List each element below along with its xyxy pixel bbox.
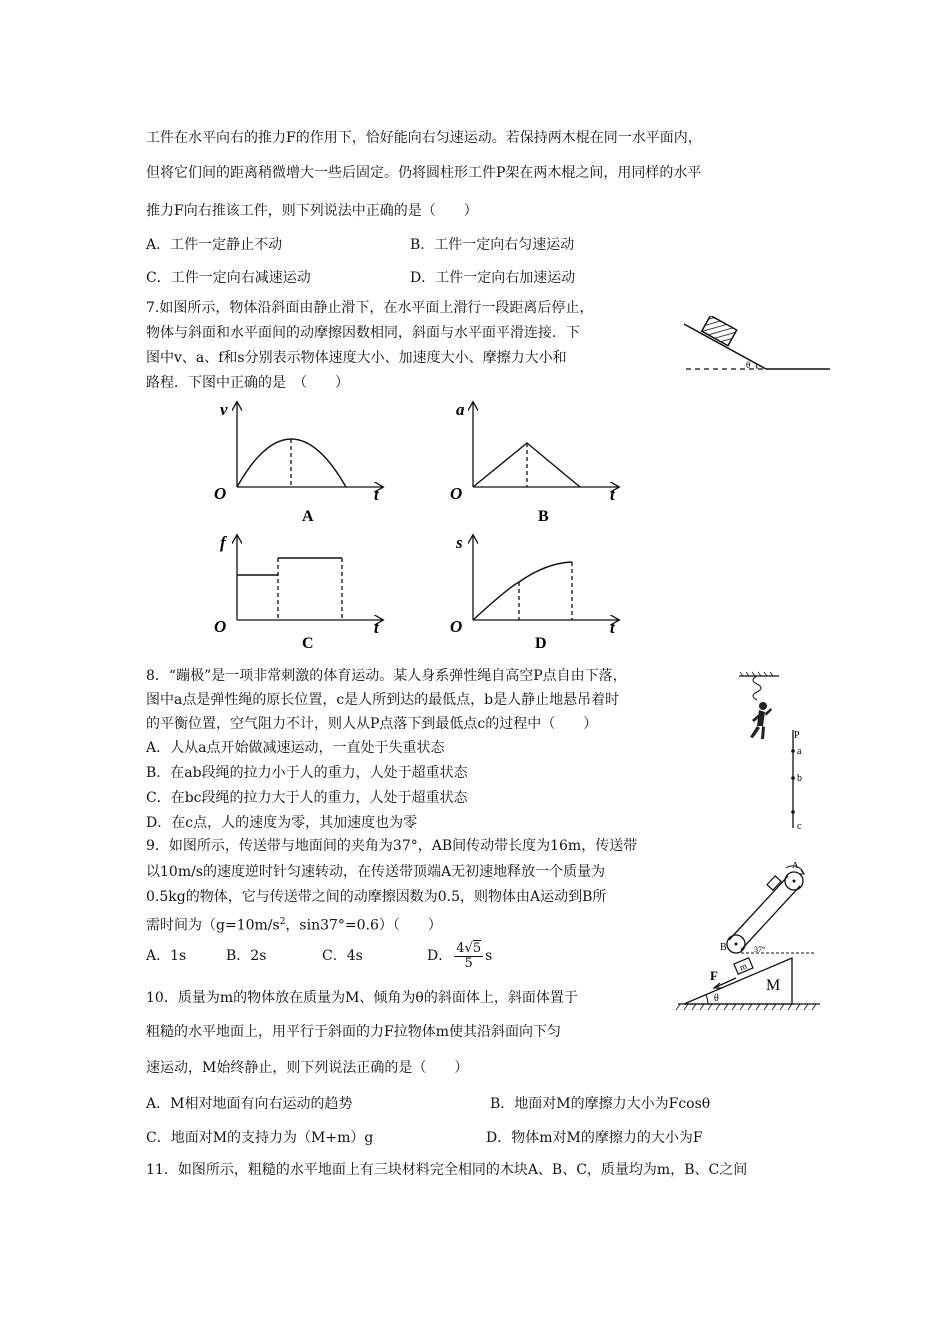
fraction: $\frac{4√5}{5}$ bbox=[456, 940, 482, 971]
q7-text-line3: 图中v、a、f和s分别表示物体速度大小、加速度大小、摩擦力大小和 bbox=[146, 350, 567, 366]
q9-text-line2: 以10m/s的速度逆时针匀速转动，在传送带顶端A无初速地释放一个质量为 bbox=[146, 864, 606, 880]
angle-label: θ bbox=[746, 360, 751, 370]
mass-big-m-label: M bbox=[766, 977, 781, 994]
force-f-label: F bbox=[710, 968, 718, 983]
q9-text-line4 bbox=[146, 912, 442, 936]
block-on-incline bbox=[702, 316, 737, 346]
q9-option-d bbox=[427, 938, 492, 974]
y-axis-label: v bbox=[220, 400, 228, 419]
mass-m-label: m bbox=[738, 960, 749, 973]
q8-text-line3: 的平衡位置，空气阻力不计，则人从P点落下到最低点c的过程中（ ） bbox=[146, 716, 598, 732]
x-axis-label: t bbox=[610, 485, 615, 504]
q6-text-line3: 推力F向右推该工件，则下列说法中正确的是（ ） bbox=[146, 203, 478, 219]
graph-label: B bbox=[538, 508, 549, 525]
elastic-rope bbox=[753, 676, 761, 700]
q6-option-c: C．工件一定向右减速运动 bbox=[146, 270, 311, 286]
graph-d bbox=[448, 530, 633, 658]
q10-option-c: C．地面对M的支持力为（M+m）g bbox=[146, 1130, 374, 1146]
object-on-belt bbox=[767, 876, 781, 890]
q9-option-b: B．2s bbox=[226, 948, 267, 964]
y-axis-label: s bbox=[456, 533, 463, 552]
y-axis-label: a bbox=[456, 400, 465, 419]
fraction-denominator: 5 bbox=[464, 955, 473, 971]
q10-text-line1: 10．质量为m的物体放在质量为M、倾角为θ的斜面体上，斜面体置于 bbox=[146, 990, 578, 1006]
q9-option-a: A．1s bbox=[146, 948, 187, 964]
origin-label: O bbox=[214, 484, 227, 503]
q9-text-line3: 0.5kg的物体，它与传送带之间的动摩擦因数为0.5，则物体由A运动到B所 bbox=[146, 889, 607, 905]
point-b-marker bbox=[791, 776, 795, 780]
q9-option-d-prefix: D． bbox=[427, 948, 453, 964]
q9-line4-start: 需时间为（g=10m/s bbox=[146, 917, 280, 934]
q7-text-line4: 路程．下图中正确的是 （ ） bbox=[146, 375, 349, 391]
q9-option-c: C．4s bbox=[322, 948, 363, 964]
x-axis-label: t bbox=[610, 618, 615, 637]
q6-option-a: A．工件一定静止不动 bbox=[146, 237, 283, 253]
point-b-label: b bbox=[797, 773, 802, 784]
belt-angle-label: 37° bbox=[754, 945, 766, 954]
q9-line4-end: ，sin37°=0.6）（ ） bbox=[285, 917, 442, 934]
graph-a bbox=[212, 397, 397, 525]
q9-option-d-unit: s bbox=[485, 948, 493, 964]
q10-option-a: A．M相对地面有向右运动的趋势 bbox=[146, 1096, 353, 1112]
graph-label: D bbox=[535, 635, 547, 652]
q10-text-line2: 粗糙的水平地面上，用平行于斜面的力F拉物体m使其沿斜面向下匀 bbox=[146, 1024, 561, 1040]
q7-text-line2: 物体与斜面和水平面间的动摩擦因数相同，斜面与水平面平滑连接．下 bbox=[146, 325, 580, 341]
q8-option-d: D．在c点，人的速度为零，其加速度也为零 bbox=[146, 815, 418, 831]
origin-label: O bbox=[214, 617, 227, 636]
point-c-label: c bbox=[797, 821, 802, 832]
origin-label: O bbox=[450, 617, 463, 636]
theta-arc bbox=[706, 995, 708, 1004]
x-axis-label: t bbox=[374, 618, 379, 637]
superscript-2: 2 bbox=[279, 917, 286, 927]
origin-label: O bbox=[450, 484, 463, 503]
ground-hatch bbox=[676, 1004, 816, 1010]
point-a-marker bbox=[791, 749, 795, 753]
q8-text-line2: 图中a点是弹性绳的原长位置，c是人所到达的最低点，b是人静止地悬吊着时 bbox=[146, 692, 620, 708]
q6-option-d: D．工件一定向右加速运动 bbox=[410, 270, 576, 286]
graph-b bbox=[448, 397, 633, 525]
graph-label: A bbox=[302, 508, 314, 525]
q11-text-line1: 11．如图所示，粗糙的水平地面上有三块材料完全相同的木块A、B、C，质量均为m，B、C之间 bbox=[146, 1162, 748, 1178]
point-c-marker bbox=[791, 810, 795, 814]
q10-option-d: D．物体m对M的摩擦力的大小为F bbox=[486, 1130, 703, 1146]
jumper-figure bbox=[750, 702, 772, 739]
q8-text-line1: 8．“蹦极”是一项非常刺激的体育运动。某人身系弹性绳自高空P点自由下落， bbox=[146, 668, 627, 684]
graph-c bbox=[212, 530, 397, 658]
bungee-figure bbox=[735, 670, 815, 832]
conveyor-incline-figure bbox=[674, 862, 824, 1022]
q8-option-a: A．人从a点开始做减速运动，一直处于失重状态 bbox=[146, 740, 445, 756]
conveyor-belt bbox=[727, 866, 804, 953]
radicand: 5 bbox=[472, 940, 482, 956]
q6-option-b: B．工件一定向右匀速运动 bbox=[410, 237, 575, 253]
q8-option-b: B．在ab段绳的拉力小于人的重力，人处于超重状态 bbox=[146, 765, 468, 781]
block-m bbox=[734, 958, 753, 974]
q10-text-line3: 速运动，M始终静止，则下列说法正确的是（ ） bbox=[146, 1060, 469, 1076]
theta-label: θ bbox=[714, 993, 719, 1004]
angle-arc bbox=[756, 365, 757, 369]
x-axis-label: t bbox=[374, 485, 379, 504]
fraction-coefficient: 4 bbox=[456, 940, 465, 956]
path-length-curve bbox=[473, 562, 572, 620]
y-axis-label: f bbox=[220, 533, 226, 552]
q7-text-line1: 7.如图所示，物体沿斜面由静止滑下，在水平面上滑行一段距离后停止， bbox=[146, 300, 594, 316]
q6-text-line1: 工件在水平向右的推力F的作用下，恰好能向右匀速运动。若保持两木棍在同一水平面内， bbox=[146, 130, 702, 146]
graph-label: C bbox=[302, 635, 314, 652]
q10-option-b: B．地面对M的摩擦力大小为Fcosθ bbox=[490, 1096, 711, 1112]
point-a-label: a bbox=[797, 746, 802, 757]
point-b-label: B bbox=[720, 942, 727, 953]
point-a-label: A bbox=[792, 862, 799, 870]
q9-text-line1: 9．如图所示，传送带与地面间的夹角为37°，AB间传动带长度为16m，传送带 bbox=[146, 838, 638, 854]
point-p-label: P bbox=[794, 730, 800, 741]
q6-text-line2: 但将它们间的距离稍微增大一些后固定。仍将圆柱形工件P架在两木棍之间，用同样的水平 bbox=[146, 165, 702, 181]
q8-option-c: C．在bc段绳的拉力大于人的重力，人处于超重状态 bbox=[146, 790, 468, 806]
incline-figure bbox=[684, 316, 834, 378]
